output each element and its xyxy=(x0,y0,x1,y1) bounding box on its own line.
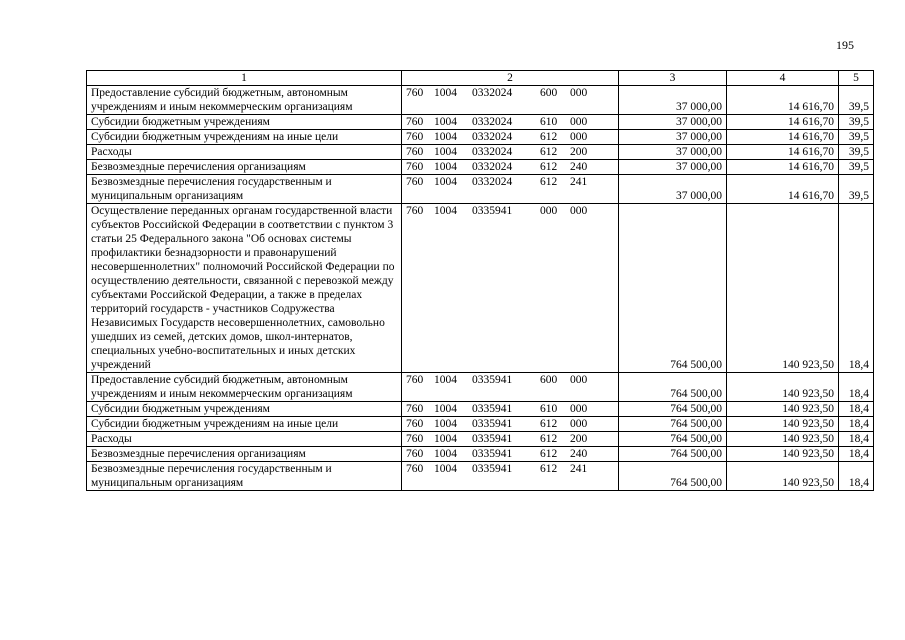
code-section: 1004 xyxy=(434,205,457,217)
budget-table xyxy=(86,70,874,491)
page-number: 195 xyxy=(836,38,854,52)
value-percent: 39,5 xyxy=(839,160,874,175)
value-actual: 140 923,50 xyxy=(727,204,839,373)
table-row xyxy=(87,432,874,447)
code-target: 0332024 xyxy=(472,116,513,128)
table-row xyxy=(87,115,874,130)
row-codes xyxy=(402,160,619,175)
table-row xyxy=(87,160,874,175)
table-row xyxy=(87,175,874,204)
row-name: Субсидии бюджетным учреждениям xyxy=(87,115,402,130)
value-percent: 18,4 xyxy=(839,462,874,491)
code-target: 0332024 xyxy=(472,131,513,143)
code-expense-type: 612 xyxy=(540,418,558,430)
value-actual: 14 616,70 xyxy=(727,160,839,175)
value-percent: 18,4 xyxy=(839,447,874,462)
code-target: 0332024 xyxy=(472,146,513,158)
value-plan: 764 500,00 xyxy=(619,462,727,491)
table-row xyxy=(87,462,874,491)
code-admin: 760 xyxy=(406,463,424,475)
value-percent: 39,5 xyxy=(839,175,874,204)
code-expense-type: 610 xyxy=(540,403,558,415)
value-plan: 37 000,00 xyxy=(619,130,727,145)
code-section: 1004 xyxy=(434,418,457,430)
value-plan: 764 500,00 xyxy=(619,373,727,402)
row-codes xyxy=(402,115,619,130)
value-plan: 764 500,00 xyxy=(619,447,727,462)
code-admin: 760 xyxy=(406,116,424,128)
value-percent: 18,4 xyxy=(839,373,874,402)
code-expense-type: 612 xyxy=(540,146,558,158)
column-header-2: 2 xyxy=(402,71,619,86)
code-section: 1004 xyxy=(434,161,457,173)
row-name: Субсидии бюджетным учреждениям на иные цели xyxy=(87,417,402,432)
code-target: 0335941 xyxy=(472,448,513,460)
row-name: Расходы xyxy=(87,432,402,447)
value-plan: 37 000,00 xyxy=(619,145,727,160)
value-percent: 18,4 xyxy=(839,402,874,417)
row-codes xyxy=(402,432,619,447)
row-name: Субсидии бюджетным учреждениям на иные цели xyxy=(87,130,402,145)
code-section: 1004 xyxy=(434,146,457,158)
value-plan: 37 000,00 xyxy=(619,175,727,204)
code-kosgu: 240 xyxy=(570,448,588,460)
row-name: Предоставление субсидий бюджетным, автономным учреждениям и иным некоммерческим организациям xyxy=(87,86,402,115)
table-row xyxy=(87,417,874,432)
code-admin: 760 xyxy=(406,418,424,430)
code-kosgu: 200 xyxy=(570,433,588,445)
code-admin: 760 xyxy=(406,374,424,386)
code-admin: 760 xyxy=(406,176,424,188)
code-admin: 760 xyxy=(406,131,424,143)
row-name: Безвозмездные перечисления организациям xyxy=(87,447,402,462)
row-codes xyxy=(402,462,619,491)
row-name: Безвозмездные перечисления организациям xyxy=(87,160,402,175)
row-codes xyxy=(402,417,619,432)
value-actual: 14 616,70 xyxy=(727,115,839,130)
row-name: Предоставление субсидий бюджетным, автономным учреждениям и иным некоммерческим организациям xyxy=(87,373,402,402)
value-plan: 764 500,00 xyxy=(619,417,727,432)
code-expense-type: 612 xyxy=(540,161,558,173)
column-header-1: 1 xyxy=(87,71,402,86)
code-target: 0335941 xyxy=(472,433,513,445)
value-plan: 37 000,00 xyxy=(619,115,727,130)
row-name: Безвозмездные перечисления государственным и муниципальным организациям xyxy=(87,175,402,204)
value-percent: 39,5 xyxy=(839,86,874,115)
value-actual: 140 923,50 xyxy=(727,432,839,447)
code-kosgu: 241 xyxy=(570,463,588,475)
row-codes xyxy=(402,86,619,115)
column-header-3: 3 xyxy=(619,71,727,86)
code-kosgu: 240 xyxy=(570,161,588,173)
code-admin: 760 xyxy=(406,433,424,445)
value-percent: 18,4 xyxy=(839,432,874,447)
code-admin: 760 xyxy=(406,87,424,99)
value-actual: 140 923,50 xyxy=(727,402,839,417)
code-kosgu: 000 xyxy=(570,87,588,99)
code-kosgu: 000 xyxy=(570,418,588,430)
code-expense-type: 610 xyxy=(540,116,558,128)
code-expense-type: 612 xyxy=(540,131,558,143)
value-plan: 37 000,00 xyxy=(619,86,727,115)
code-expense-type: 612 xyxy=(540,463,558,475)
value-percent: 39,5 xyxy=(839,145,874,160)
row-codes xyxy=(402,373,619,402)
table-row xyxy=(87,145,874,160)
code-target: 0335941 xyxy=(472,403,513,415)
row-name: Безвозмездные перечисления государственным и муниципальным организациям xyxy=(87,462,402,491)
header-row xyxy=(87,71,874,86)
value-actual: 140 923,50 xyxy=(727,462,839,491)
value-actual: 14 616,70 xyxy=(727,130,839,145)
code-expense-type: 612 xyxy=(540,433,558,445)
value-percent: 18,4 xyxy=(839,204,874,373)
table-row xyxy=(87,402,874,417)
row-name: Субсидии бюджетным учреждениям xyxy=(87,402,402,417)
value-actual: 14 616,70 xyxy=(727,86,839,115)
code-expense-type: 612 xyxy=(540,176,558,188)
value-actual: 140 923,50 xyxy=(727,447,839,462)
column-header-4: 4 xyxy=(727,71,839,86)
code-admin: 760 xyxy=(406,403,424,415)
row-codes xyxy=(402,175,619,204)
code-target: 0335941 xyxy=(472,463,513,475)
row-codes xyxy=(402,130,619,145)
value-actual: 14 616,70 xyxy=(727,145,839,160)
value-plan: 764 500,00 xyxy=(619,402,727,417)
table-row xyxy=(87,204,874,373)
code-admin: 760 xyxy=(406,161,424,173)
code-section: 1004 xyxy=(434,176,457,188)
code-section: 1004 xyxy=(434,374,457,386)
code-expense-type: 600 xyxy=(540,87,558,99)
value-percent: 39,5 xyxy=(839,115,874,130)
row-codes xyxy=(402,204,619,373)
code-kosgu: 000 xyxy=(570,116,588,128)
value-actual: 14 616,70 xyxy=(727,175,839,204)
table-row xyxy=(87,86,874,115)
row-codes xyxy=(402,402,619,417)
value-percent: 18,4 xyxy=(839,417,874,432)
table-row xyxy=(87,130,874,145)
code-target: 0332024 xyxy=(472,161,513,173)
code-admin: 760 xyxy=(406,448,424,460)
row-name: Осуществление переданных органам государственной власти субъектов Российской Федерации в соответствии с пунктом 3 статьи 25 Федерального закона "Об основах системы профилактики безнадзорности и правонарушений несовершеннолетних" полномочий Российской Федерации по осуществлению деятельности, связанной с перевозкой между субъектами Российской Федерации, а также в пределах территорий государств - участников Содружества Независимых Государств несовершеннолетних, самовольно ушедших из семей, детских домов, школ-интернатов, специальных учебно-воспитательных и иных детских учреждений xyxy=(87,204,402,373)
code-section: 1004 xyxy=(434,463,457,475)
code-expense-type: 000 xyxy=(540,205,558,217)
code-kosgu: 200 xyxy=(570,146,588,158)
value-plan: 37 000,00 xyxy=(619,160,727,175)
code-kosgu: 000 xyxy=(570,403,588,415)
code-kosgu: 241 xyxy=(570,176,588,188)
code-section: 1004 xyxy=(434,131,457,143)
code-admin: 760 xyxy=(406,146,424,158)
value-percent: 39,5 xyxy=(839,130,874,145)
code-target: 0335941 xyxy=(472,374,513,386)
code-section: 1004 xyxy=(434,87,457,99)
row-name: Расходы xyxy=(87,145,402,160)
code-target: 0335941 xyxy=(472,418,513,430)
code-target: 0335941 xyxy=(472,205,513,217)
value-actual: 140 923,50 xyxy=(727,417,839,432)
table-body xyxy=(87,71,874,491)
code-kosgu: 000 xyxy=(570,374,588,386)
row-codes xyxy=(402,145,619,160)
value-actual: 140 923,50 xyxy=(727,373,839,402)
column-header-5: 5 xyxy=(839,71,874,86)
code-section: 1004 xyxy=(434,116,457,128)
code-kosgu: 000 xyxy=(570,205,588,217)
code-section: 1004 xyxy=(434,433,457,445)
value-plan: 764 500,00 xyxy=(619,432,727,447)
code-expense-type: 600 xyxy=(540,374,558,386)
code-target: 0332024 xyxy=(472,176,513,188)
value-plan: 764 500,00 xyxy=(619,204,727,373)
code-kosgu: 000 xyxy=(570,131,588,143)
row-codes xyxy=(402,447,619,462)
table-row xyxy=(87,447,874,462)
code-admin: 760 xyxy=(406,205,424,217)
code-section: 1004 xyxy=(434,448,457,460)
code-expense-type: 612 xyxy=(540,448,558,460)
code-target: 0332024 xyxy=(472,87,513,99)
code-section: 1004 xyxy=(434,403,457,415)
table-row xyxy=(87,373,874,402)
